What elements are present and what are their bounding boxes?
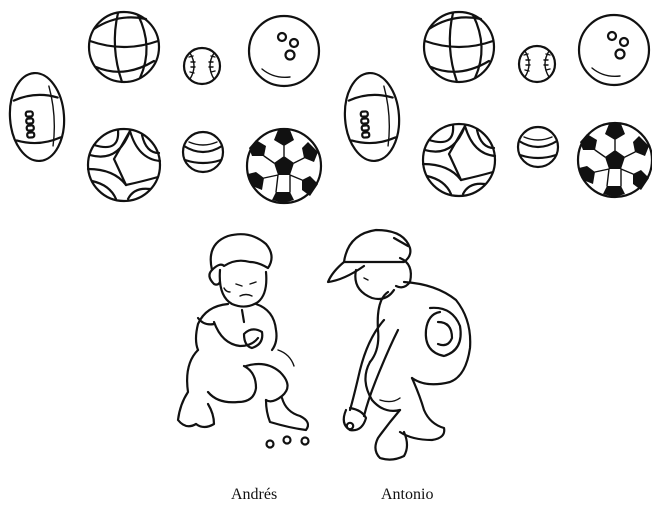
- soccer-ball-icon: [247, 129, 321, 203]
- tennis-ball-icon: [183, 132, 223, 172]
- football-icon: [7, 71, 67, 163]
- baseball-icon: [519, 46, 555, 82]
- volleyball-icon: [423, 124, 495, 196]
- bowling-ball-icon: [249, 16, 319, 86]
- boy-antonio-drawing: [328, 230, 470, 460]
- basketball-icon: [424, 12, 494, 82]
- football-icon: [342, 71, 402, 163]
- soccer-ball-icon: [578, 123, 652, 197]
- tennis-ball-icon: [518, 127, 558, 167]
- name-label-andres: Andrés: [231, 486, 278, 503]
- volleyball-icon: [88, 129, 160, 201]
- baseball-icon: [184, 48, 220, 84]
- ball-group-left: [7, 12, 321, 203]
- boy-andres-drawing: [178, 234, 309, 447]
- bowling-ball-icon: [579, 15, 649, 85]
- basketball-icon: [89, 12, 159, 82]
- ball-group-right: [342, 12, 652, 197]
- name-label-antonio: Antonio: [381, 486, 434, 503]
